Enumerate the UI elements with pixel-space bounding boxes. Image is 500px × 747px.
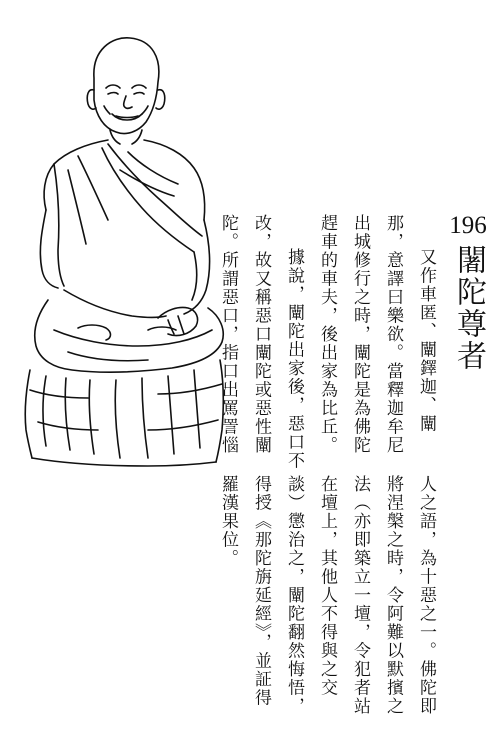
text-column: 將涅槃之時，令阿難以默擯之 (383, 475, 403, 716)
entry-title: 闍陀尊者 (451, 244, 486, 372)
text-column: 人之語，為十惡之一。佛陀即 (416, 475, 436, 716)
text-column: 那，意譯曰樂欲。當釋迦牟尼 (383, 214, 403, 455)
text-column: 得授《那陀旃延經》，並証得 (251, 475, 271, 707)
text-column: 羅漢果位。 (218, 475, 238, 568)
text-column: 據說，闡陀出家後，惡口不 (284, 248, 304, 470)
text-column: 在壇上，其他人不得與之交 (317, 475, 337, 697)
seated-arhat-illustration (8, 30, 236, 470)
text-column: 出城修行之時，闡陀是為佛陀 (350, 214, 370, 455)
entry-number: 196 (449, 212, 487, 239)
text-column: 改，故又稱惡口闡陀或惡性闡 (251, 214, 271, 455)
text-column: 趕車的車夫，後出家為比丘。 (317, 214, 337, 455)
text-column: 法（亦即築立一壇，令犯者站 (350, 475, 370, 716)
text-column: 談）懲治之，闡陀翻然悔悟， (284, 475, 304, 716)
text-column: 陀。所謂惡口，指口出罵詈惱 (218, 214, 238, 455)
text-column: 又作車匿、闡鐸迦、闡 (416, 248, 436, 433)
